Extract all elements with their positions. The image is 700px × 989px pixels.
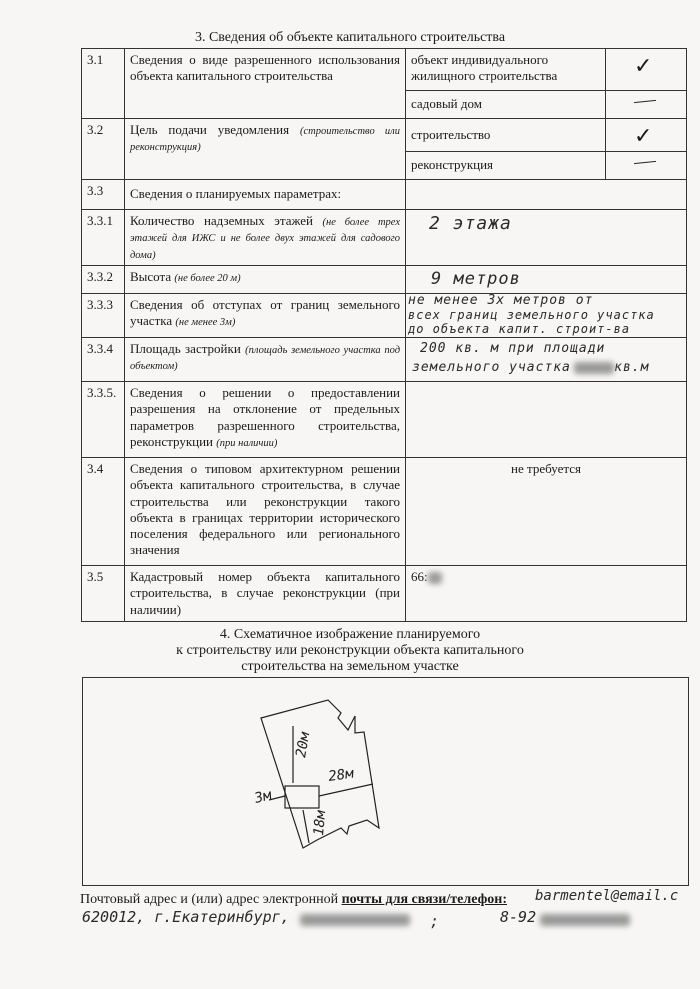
contact-label-text: Почтовый адрес и (или) адрес электронной <box>80 892 342 907</box>
row-value-empty[interactable] <box>406 180 687 210</box>
dash-mark-icon <box>634 100 656 103</box>
contact-label-bold: почты для связи/телефон: <box>341 892 508 907</box>
redacted-phone <box>540 914 630 926</box>
handwritten-line: до объекта капит. строит-ва <box>408 322 631 336</box>
redacted-cadastral <box>428 572 442 584</box>
height-value[interactable] <box>406 265 687 293</box>
contact-phone[interactable]: 8-92 <box>500 908 537 926</box>
option-garden-house: садовый дом <box>406 91 606 119</box>
row-number: 3.3.2 <box>82 265 125 293</box>
row-number: 3.3.1 <box>82 210 125 266</box>
dimension-line-bottom <box>303 810 309 843</box>
label-left: 3м <box>252 787 274 807</box>
row-number: 3.3.3 <box>82 294 125 338</box>
area-value[interactable] <box>406 338 687 382</box>
section4-title <box>0 627 700 675</box>
contact-address[interactable]: 620012, г.Екатеринбург, <box>82 908 290 926</box>
handwritten-line: 200 кв. м при площади <box>420 341 606 356</box>
redacted-area <box>574 362 614 374</box>
row-hint: (не более трех этажей для ИЖС и не более двух этажей для садового дома) <box>130 217 400 261</box>
row-label <box>125 210 406 266</box>
option-izhs: объект индивидуального жилищного строительства <box>406 49 606 91</box>
contact-label <box>80 892 507 908</box>
option-construction-mark[interactable] <box>606 119 687 152</box>
redacted-address <box>300 914 410 926</box>
option-izhs-mark[interactable] <box>606 49 687 91</box>
row-label-text: Сведения о решении о предоставлении разрешения на отклонение от предельных параметров разрешенного строительства, реконструкции <box>130 385 400 449</box>
section4-title-line: строительства на земельном участке <box>241 659 459 674</box>
row-label-text: Высота <box>130 268 172 284</box>
option-reconstruction: реконструкция <box>406 152 606 180</box>
site-sketch <box>83 678 688 885</box>
row-label <box>125 338 406 382</box>
architecture-value[interactable]: не требуется <box>406 458 687 566</box>
section3-title: 3. Сведения об объекте капитального строительства <box>194 30 506 45</box>
check-mark-icon: ✓ <box>634 54 653 79</box>
handwritten-line: не менее 3х метров от <box>408 293 594 308</box>
label-right: 28м <box>327 765 355 785</box>
deviation-value-empty[interactable] <box>406 382 687 458</box>
cadastral-value[interactable] <box>406 566 687 622</box>
row-number: 3.1 <box>82 49 125 119</box>
row-label-text: Количество надземных этажей <box>130 213 314 228</box>
site-sketch-box <box>82 677 689 886</box>
row-number: 3.4 <box>82 458 125 566</box>
label-bottom: 18м <box>311 809 330 837</box>
row-hint: (не более 20 м) <box>174 272 241 284</box>
object-info-table <box>81 48 687 622</box>
row-label: Кадастровый номер объекта капитального строительства, в случае реконструкции (при наличии) <box>125 566 406 622</box>
row-hint: (не менее 3м) <box>175 317 236 329</box>
floors-value[interactable] <box>406 210 687 266</box>
row-number: 3.3 <box>82 180 125 210</box>
setbacks-value[interactable] <box>406 294 687 338</box>
row-label: Сведения о планируемых параметрах: <box>125 180 406 210</box>
row-label: Сведения о виде разрешенного использования объекта капитального строительства <box>125 49 406 119</box>
label-top: 20м <box>293 731 314 759</box>
row-hint: (при наличии) <box>216 437 278 449</box>
row-label <box>125 382 406 458</box>
row-label <box>125 294 406 338</box>
row-number: 3.3.5. <box>82 382 125 458</box>
handwritten-value: 9 метров <box>431 268 521 289</box>
house-outline <box>285 786 319 808</box>
handwritten-unit: кв.м <box>614 360 650 375</box>
row-number: 3.5 <box>82 566 125 622</box>
check-mark-icon: ✓ <box>634 124 653 149</box>
dimension-line-right <box>319 784 373 796</box>
contact-email[interactable]: barmentel@email.c <box>535 888 679 904</box>
row-label <box>125 265 406 293</box>
separator-mark: ; <box>430 912 440 930</box>
row-hint: (площадь земельного участка под объектом) <box>130 345 401 373</box>
handwritten-line: земельного участка <box>412 360 571 375</box>
option-garden-house-mark[interactable] <box>606 91 687 119</box>
option-construction: строительство <box>406 119 606 152</box>
row-label-text: Цель подачи уведомления <box>130 122 290 137</box>
dash-mark-icon <box>634 161 656 164</box>
row-number: 3.2 <box>82 119 125 180</box>
row-hint: (строительство или реконструкция) <box>130 126 400 154</box>
handwritten-line: всех границ земельного участка <box>408 308 655 322</box>
section4-title-line: 4. Схематичное изображение планируемого <box>219 627 481 642</box>
handwritten-value: 2 этажа <box>429 213 512 234</box>
section4-title-line: к строительству или реконструкции объекта капитального <box>176 643 524 658</box>
cadastral-number: 66: <box>411 569 428 584</box>
row-label-text: Площадь застройки <box>130 341 241 356</box>
row-number: 3.3.4 <box>82 338 125 382</box>
row-label-text: Сведения об отступах от границ земельного участка <box>130 297 400 329</box>
row-label <box>125 119 406 180</box>
row-label: Сведения о типовом архитектурном решении объекта капитального строительства, в случае строительства или реконструкции такого объекта в границах территории исторического поселения федерального или регионального значения <box>125 458 406 566</box>
option-reconstruction-mark[interactable] <box>606 152 687 180</box>
